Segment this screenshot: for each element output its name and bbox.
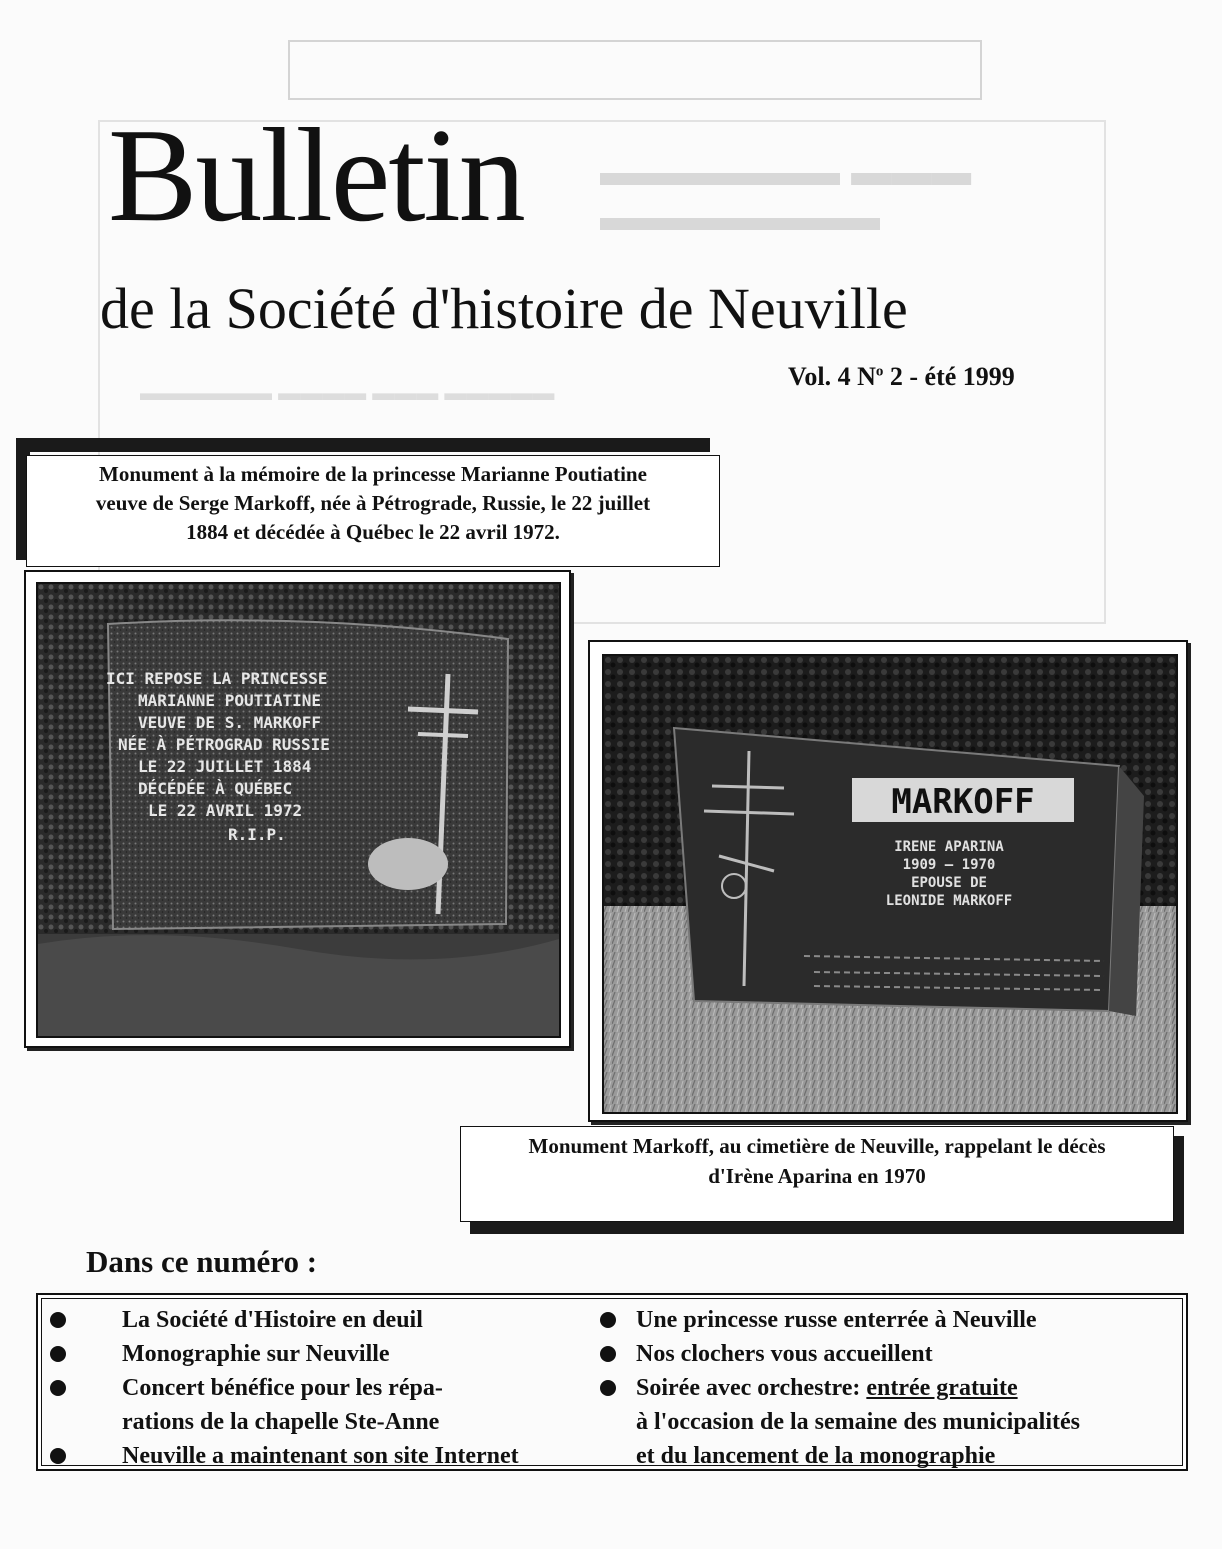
bulletin-title: Bulletin	[108, 101, 524, 249]
bullet-icon	[50, 1346, 66, 1362]
issue-sup: o	[875, 363, 884, 380]
stone-line: MARIANNE POUTIATINE	[138, 691, 322, 710]
stone-line: IRENE APARINA	[894, 839, 1004, 855]
toc-item-label: Une princesse russe enterrée à Neuville	[636, 1307, 1037, 1333]
toc-heading: Dans ce numéro :	[86, 1244, 318, 1279]
stone-line: 1909 — 1970	[902, 857, 996, 873]
bulletin-subtitle: de la Société d'histoire de Neuville	[100, 276, 908, 341]
caption-line: d'Irène Aparina en 1970	[708, 1164, 926, 1188]
issue-rest: 2 - été 1999	[883, 362, 1015, 391]
stone-line: LE 22 AVRIL 1972	[148, 801, 303, 820]
stone-line: LE 22 JUILLET 1884	[138, 757, 312, 776]
bullet-icon	[600, 1380, 616, 1396]
stone-line: VEUVE DE S. MARKOFF	[138, 713, 322, 732]
bullet-icon	[50, 1312, 66, 1328]
photo1-image	[36, 582, 561, 1038]
caption-line: Monument Markoff, au cimetière de Neuville, rappelant le décès	[528, 1134, 1106, 1158]
toc-item	[38, 1303, 598, 1337]
toc-box	[36, 1293, 1188, 1471]
bullet-icon	[600, 1346, 616, 1362]
toc-item-label: Neuville a maintenant son site Internet	[122, 1443, 519, 1469]
toc-item	[38, 1371, 598, 1439]
toc-left-column	[38, 1303, 598, 1473]
stone-line: NÉE À PÉTROGRAD RUSSIE	[118, 735, 330, 754]
stone-line: EPOUSE DE	[911, 875, 987, 891]
photo2-image	[602, 654, 1178, 1114]
caption-line: veuve de Serge Markoff, née à Pétrograde, Russie, le 22 juillet	[95, 491, 651, 515]
toc-item	[562, 1371, 1182, 1473]
bullet-icon	[50, 1448, 66, 1464]
toc-item-label: à l'occasion de la semaine des municipalités	[636, 1409, 1080, 1435]
ghost-text: ▬▬▬▬▬▬ ▬▬▬ ▬▬▬▬▬▬▬	[600, 150, 972, 239]
toc-item	[562, 1303, 1182, 1337]
caption-shadow	[16, 438, 710, 452]
toc-item	[38, 1337, 598, 1371]
toc-item-label: Concert bénéfice pour les répa-	[122, 1375, 443, 1401]
issue-info	[788, 362, 1015, 392]
photo2-caption	[460, 1126, 1174, 1222]
photo1-frame	[24, 570, 571, 1048]
caption-line: 1884 et décédée à Québec le 22 avril 1972.	[186, 520, 560, 544]
toc-item-label: La Société d'Histoire en deuil	[122, 1307, 423, 1333]
toc-item	[38, 1439, 598, 1473]
toc-item-label: Soirée avec orchestre:	[636, 1375, 867, 1401]
ghost-banner	[288, 40, 982, 100]
ghost-text: ▬▬▬▬▬▬ ▬▬▬▬ ▬▬▬ ▬▬▬▬▬	[140, 380, 555, 405]
toc-item-label: et du lancement de la monographie	[636, 1443, 996, 1469]
bullet-icon	[50, 1380, 66, 1396]
issue-vol: Vol. 4 N	[788, 362, 876, 391]
stone-line: DÉCÉDÉE À QUÉBEC	[138, 779, 293, 798]
toc-item	[562, 1337, 1182, 1371]
stone-line: R.I.P.	[228, 825, 286, 844]
bullet-icon	[600, 1312, 616, 1328]
caption-shadow	[470, 1220, 1184, 1234]
toc-item-label: rations de la chapelle Ste-Anne	[122, 1409, 440, 1435]
stone-name: MARKOFF	[891, 782, 1035, 822]
photo1-caption	[26, 455, 720, 567]
toc-item-label: Nos clochers vous accueillent	[636, 1341, 933, 1367]
stone-line: ICI REPOSE LA PRINCESSE	[106, 669, 328, 688]
stone-line: LEONIDE MARKOFF	[885, 893, 1013, 909]
caption-line: Monument à la mémoire de la princesse Marianne Poutiatine	[99, 462, 647, 486]
toc-item-label: Monographie sur Neuville	[122, 1341, 390, 1367]
toc-right-column	[562, 1303, 1182, 1473]
toc-item-emphasis: entrée gratuite	[866, 1375, 1018, 1401]
photo2-frame	[588, 640, 1188, 1122]
